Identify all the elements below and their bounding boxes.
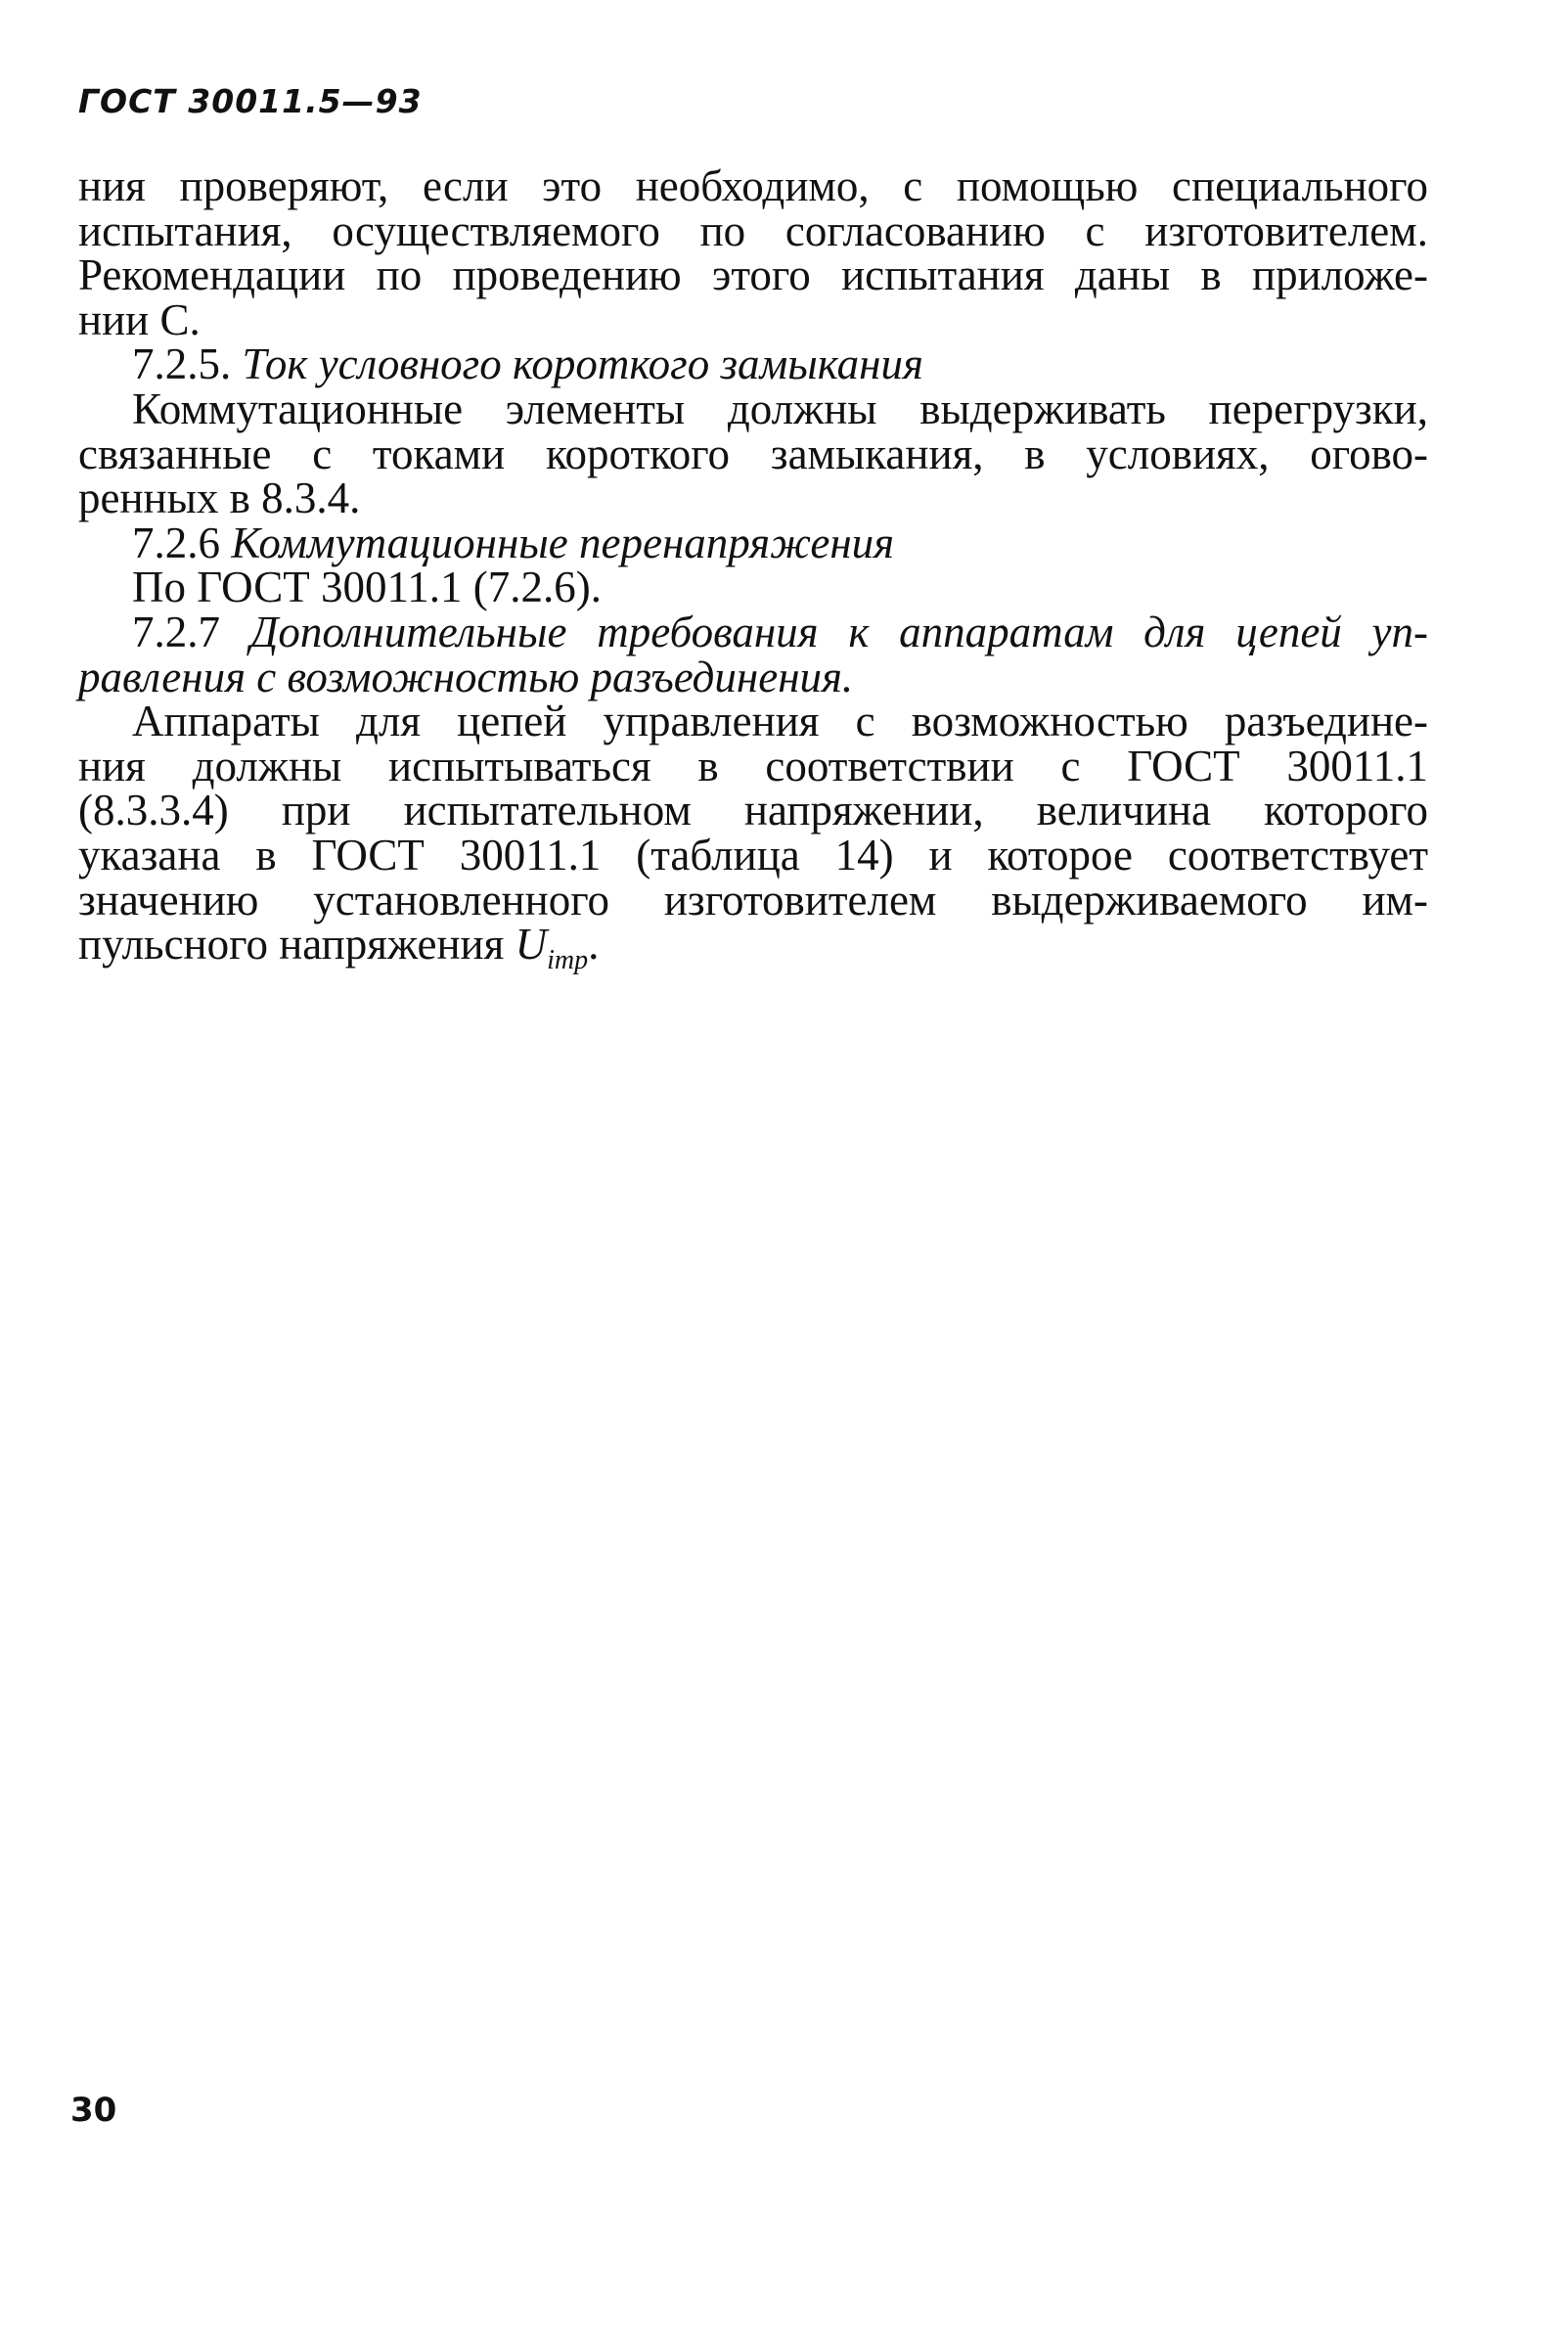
- text-line: указана в ГОСТ 30011.1 (таблица 14) и которое соответствует: [78, 830, 1428, 879]
- symbol-subscript: imp: [547, 945, 589, 976]
- section-title: Дополнительные требования к аппаратам для цепей уп-: [249, 607, 1428, 656]
- section-number: 7.2.7: [132, 607, 220, 656]
- section-number: 7.2.6: [132, 518, 220, 567]
- symbol-main: U: [515, 920, 548, 970]
- text-line: связанные с токами короткого замыкания, в условиях, огово-: [78, 428, 1428, 478]
- section-title: Коммутационные перенапряжения: [231, 518, 895, 567]
- text-line: Коммутационные элементы должны выдерживать перегрузки,: [132, 383, 1428, 433]
- text-line: ния должны испытываться в соответствии с ГОСТ 30011.1: [78, 741, 1428, 790]
- section-title-line: равления с возможностью разъединения.: [78, 652, 854, 701]
- text-line: Рекомендации по проведению этого испытания даны в приложе-: [78, 250, 1428, 300]
- text-line: Аппараты для цепей управления с возможностью разъедине-: [132, 697, 1428, 746]
- section-heading-7-2-7: [78, 607, 1428, 701]
- end-punctuation: .: [588, 920, 600, 970]
- text-fragment: пульсного напряжения: [78, 920, 505, 970]
- section-title-line: [78, 607, 1428, 656]
- paragraph-short-circuit: [78, 383, 1428, 523]
- section-heading-7-2-6: [78, 518, 1428, 567]
- paragraph-continuation: [78, 161, 1428, 344]
- section-number: 7.2.5.: [132, 339, 232, 389]
- paragraph-control-circuits: [78, 699, 1428, 983]
- document-body: [78, 161, 1428, 983]
- section-title: Ток условного короткого замыкания: [242, 339, 923, 389]
- text-line: По ГОСТ 30011.1 (7.2.6).: [132, 563, 602, 612]
- text-line: [78, 920, 1428, 983]
- text-line: нии С.: [78, 294, 201, 344]
- text-line: ния проверяют, если это необходимо, с помощью специального: [78, 161, 1428, 210]
- paragraph-reference: [78, 565, 1428, 610]
- section-heading-7-2-5: [78, 339, 1428, 389]
- impulse-voltage-symbol: [515, 920, 589, 976]
- text-line: (8.3.3.4) при испытательном напряжении, величина которого: [78, 786, 1428, 835]
- document-header: ГОСТ 30011.5—93: [78, 82, 423, 120]
- text-line: ренных в 8.3.4.: [78, 474, 361, 523]
- text-line: испытания, осуществляемого по согласованию с изготовителем.: [78, 205, 1428, 255]
- text-line: значению установленного изготовителем выдерживаемого им-: [78, 875, 1428, 924]
- page-number: 30: [70, 2091, 117, 2130]
